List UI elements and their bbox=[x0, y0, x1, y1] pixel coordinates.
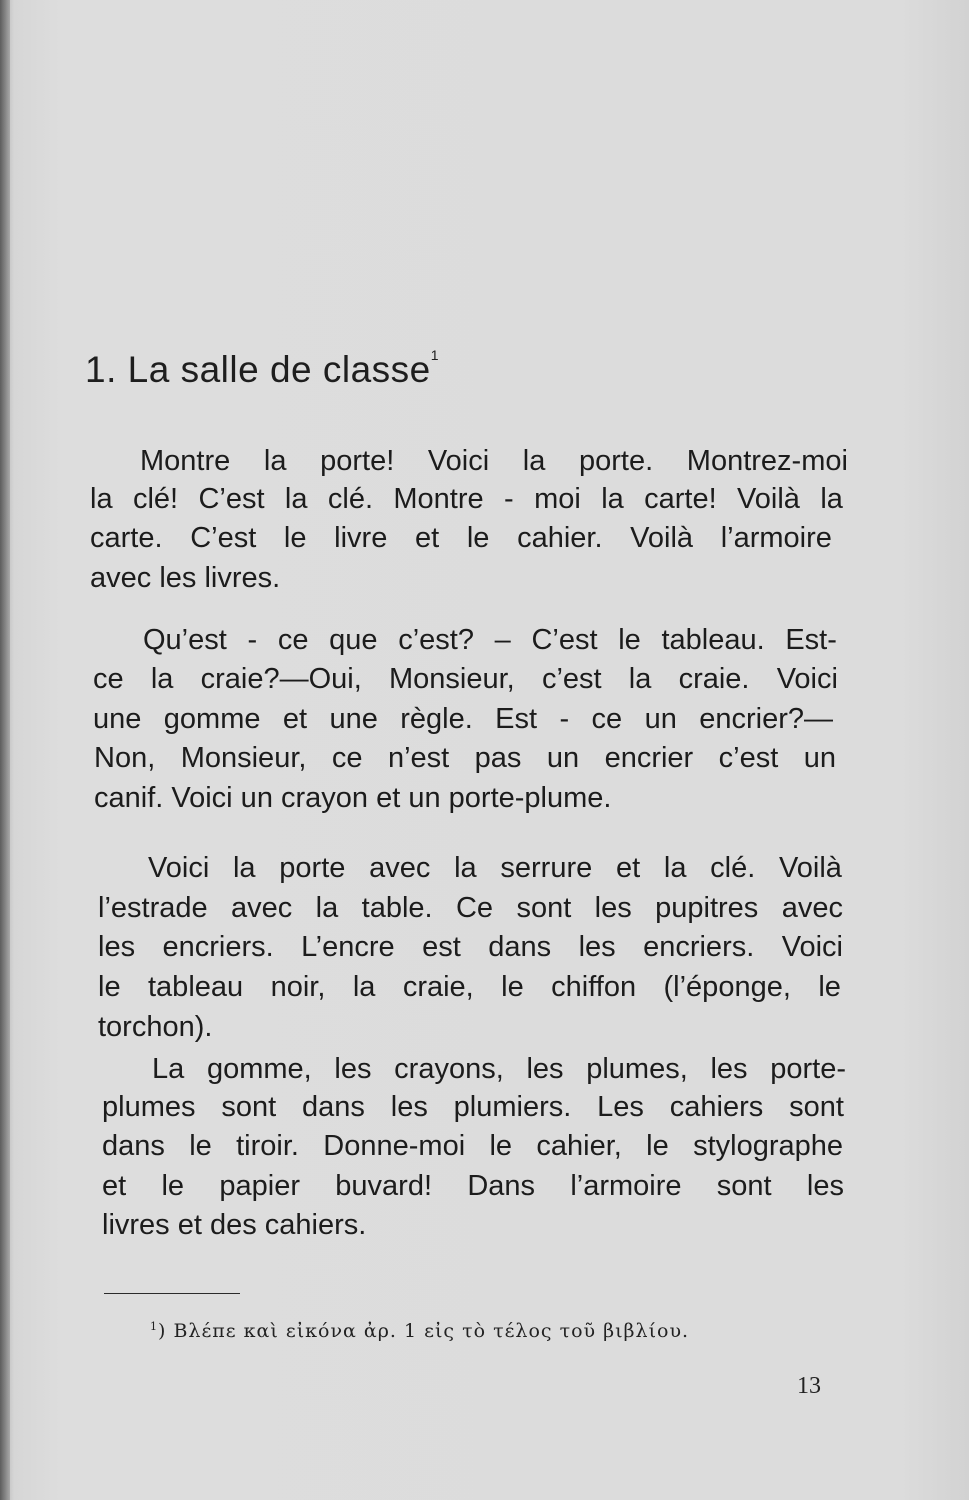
text-line: le tableau noir, la craie, le chiffon (l’éponge, le bbox=[98, 971, 841, 1003]
text-line: la clé! C’est la clé. Montre - moi la carte! Voilà la bbox=[90, 483, 843, 515]
footnote-reference: 1 bbox=[430, 347, 440, 363]
text-line: canif. Voici un crayon et un porte-plume. bbox=[94, 782, 612, 814]
footnote-mark: 1 bbox=[150, 1320, 158, 1333]
text-line: La gomme, les crayons, les plumes, les porte- bbox=[152, 1053, 846, 1085]
book-spine-shadow bbox=[0, 0, 10, 1500]
text-line: torchon). bbox=[98, 1011, 213, 1043]
text-line: livres et des cahiers. bbox=[102, 1209, 367, 1241]
text-line: plumes sont dans les plumiers. Les cahiers sont bbox=[102, 1091, 844, 1123]
footnote-text: ) Βλέπε καὶ εἰκόνα ἀρ. 1 εἰς τὸ τέλος τοῦ βιβλίου. bbox=[158, 1320, 690, 1342]
lesson-title bbox=[85, 347, 439, 391]
text-line: Montre la porte! Voici la porte. Montrez-moi bbox=[140, 445, 848, 477]
text-line: carte. C’est le livre et le cahier. Voilà l’armoire bbox=[90, 522, 832, 554]
footnote bbox=[150, 1320, 689, 1342]
text-line: une gomme et une règle. Est - ce un encrier?— bbox=[93, 703, 833, 735]
text-line: Non, Monsieur, ce n’est pas un encrier c’est un bbox=[94, 742, 836, 774]
page-number: 13 bbox=[797, 1373, 821, 1399]
text-line: l’estrade avec la table. Ce sont les pupitres avec bbox=[98, 892, 843, 924]
footnote-separator bbox=[104, 1293, 240, 1294]
text-line: Qu’est - ce que c’est? – C’est le tableau. Est- bbox=[143, 624, 837, 656]
lesson-title-text: La salle de classe bbox=[127, 349, 431, 390]
text-line: dans le tiroir. Donne-moi le cahier, le stylographe bbox=[102, 1130, 843, 1162]
text-line: Voici la porte avec la serrure et la clé. Voilà bbox=[148, 852, 842, 884]
text-line: et le papier buvard! Dans l’armoire sont les bbox=[102, 1170, 844, 1202]
text-line: ce la craie?—Oui, Monsieur, c’est la craie. Voici bbox=[93, 663, 838, 695]
text-line: avec les livres. bbox=[90, 562, 281, 594]
text-line: les encriers. L’encre est dans les encriers. Voici bbox=[98, 931, 843, 963]
lesson-number: 1. bbox=[85, 349, 117, 390]
